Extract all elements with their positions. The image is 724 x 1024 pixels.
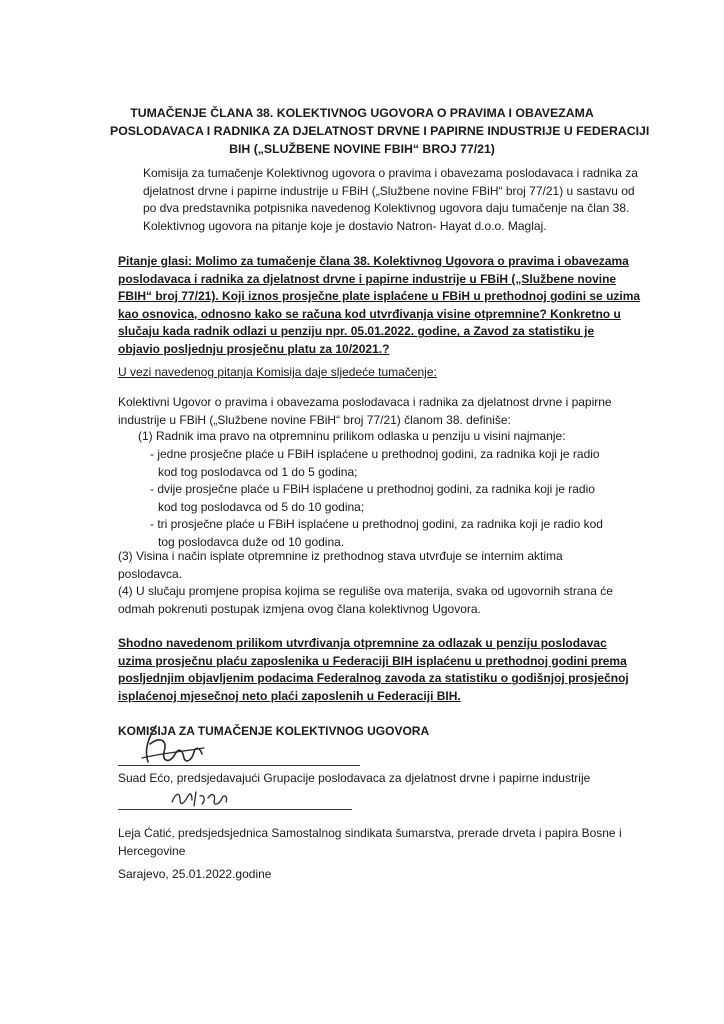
conclusion-line: Shodno navedenom prilikom utvrđivanja otpremnine za odlazak u penziju poslodavac <box>118 636 607 650</box>
conclusion-paragraph <box>118 635 629 705</box>
signer-1-name: Suad Ećo, predsjedavajući Grupacije poslodavaca za djelatnost drvne i papirne industrije <box>118 771 591 785</box>
question-line: poslodavaca i radnika za djelatnost drvne i papirne industrije u FBiH („Službene novine <box>118 271 617 286</box>
intro-line: djelatnost drvne i papirne industrije u FBiH („Službene novine FBiH“ broj 77/21) u sastavu od <box>143 183 635 198</box>
conclusion-line: uzima prosječnu plaću zaposlenika u Federaciji BIH isplaćenu u prethodnoj godini prema <box>118 653 627 668</box>
sub-item-line: - jedne prosječne plaće u FBiH isplaćene u prethodnoj godini, za radnika koji je radio <box>150 447 600 461</box>
sub-item-list <box>150 446 620 552</box>
definition-line: industrije u FBiH („Službene novine FBiH“ broj 77/21) članom 38. definiše: <box>118 412 511 427</box>
sub-item-line: - dvije prosječne plaće u FBiH isplaćene u prethodnoj godini, za radnika koji je radio <box>150 482 595 497</box>
signer-2-name: Leja Ćatić, predsjedsjednica Samostalnog sindikata šumarstva, prerade drveta i papira Bosne i Hercegovine <box>118 826 622 858</box>
item4-line: (4) U slučaju promjene propisa kojima se reguliše ova materija, svaka od ugovornih strana će <box>118 584 613 598</box>
definition-paragraph <box>118 394 622 429</box>
intro-paragraph <box>143 165 638 235</box>
sub-item-line: kod tog poslodavca od 1 do 5 godina; <box>158 464 358 479</box>
item4-line: odmah pokrenuti postupak izmjena ovog člana kolektivnog Ugovora. <box>118 601 481 616</box>
article-item-1: (1) Radnik ima pravo na otpremninu prilikom odlaska u penziju u visini najmanje: <box>138 429 566 443</box>
signature-line-1 <box>118 765 360 766</box>
item3-line: poslodavca. <box>118 566 183 581</box>
signature-1-image <box>138 718 208 770</box>
title-line: POSLODAVACA I RADNIKA ZA DJELATNOST DRVNE I PAPIRNE INDUSTRIJE U FEDERACIJI <box>110 124 650 138</box>
question-line: FBIH“ broj 77/21). Koji iznos prosječne plate isplaćene u FBiH u prethodnoj godini se uzima <box>118 289 641 304</box>
sub-item-line: kod tog poslodavca od 5 do 10 godina; <box>158 499 365 514</box>
question-line: objavio posljednju prosječnu platu za 10/2021.? <box>118 341 390 356</box>
answer-heading: U vezi navedenog pitanja Komisija daje sljedeće tumačenje: <box>118 365 437 379</box>
sub-item-line: - tri prosječne plaće u FBiH isplaćene u prethodnoj godini, za radnika koji je radio kod <box>150 517 603 532</box>
sub-item <box>150 446 620 481</box>
sub-item <box>150 516 620 551</box>
conclusion-line: isplaćenoj mjesečnoj neto plaći zaposlenih u Federaciji BIH. <box>118 688 461 703</box>
title-line: TUMAČENJE ČLANA 38. KOLEKTIVNOG UGOVORA O PRAVIMA I OBAVEZAMA <box>130 106 594 120</box>
title-line: BIH („SLUŽBENE NOVINE FBIH“ BROJ 77/21) <box>229 142 495 156</box>
question-line: kao osnovica, odnosno kako se računa kod utvrđivanja visine otpremnine? Konkretno u <box>118 306 621 321</box>
article-item-4 <box>118 583 622 618</box>
article-item-3 <box>118 548 622 583</box>
question-line: Pitanje glasi: Molimo za tumačenje člana 38. Kolektivnog Ugovora o pravima i obavezama <box>118 254 629 268</box>
signature-line-2 <box>118 809 352 810</box>
document-title <box>110 104 650 158</box>
item3-line: (3) Visina i način isplate otpremnine iz prethodnog stava utvrđuje se internim aktima <box>118 549 563 563</box>
commission-heading: KOMISIJA ZA TUMAČENJE KOLEKTIVNOG UGOVORA <box>118 724 430 738</box>
intro-line: Komisija za tumačenje Kolektivnog ugovora o pravima i obavezama poslodavaca i radnika za <box>143 166 638 180</box>
question-line: slučaju kada radnik odlazi u penziju npr. 05.01.2022. godine, a Zavod za statistiku je <box>118 324 595 339</box>
conclusion-line: posljednjim objavljenim podacima Federalnog zavoda za statistiku o godišnjoj prosječnoj <box>118 671 629 686</box>
sub-item-line: tog poslodavca duže od 10 godina. <box>158 534 345 549</box>
intro-line: Kolektivnog ugovora na pitanje koje je dostavio Natron- Hayat d.o.o. Maglaj. <box>143 218 547 233</box>
question-paragraph <box>118 253 641 359</box>
signature-2-image <box>168 786 238 810</box>
definition-line: Kolektivni Ugovor o pravima i obavezama poslodavaca i radnika za djelatnost drvne i papirne <box>118 395 612 409</box>
place-date: Sarajevo, 25.01.2022.godine <box>118 867 272 881</box>
intro-line: po dva predstavnika potpisnika navedenog Kolektivnog ugovora daju tumačenje na član 38. <box>143 201 630 216</box>
sub-item <box>150 481 620 516</box>
